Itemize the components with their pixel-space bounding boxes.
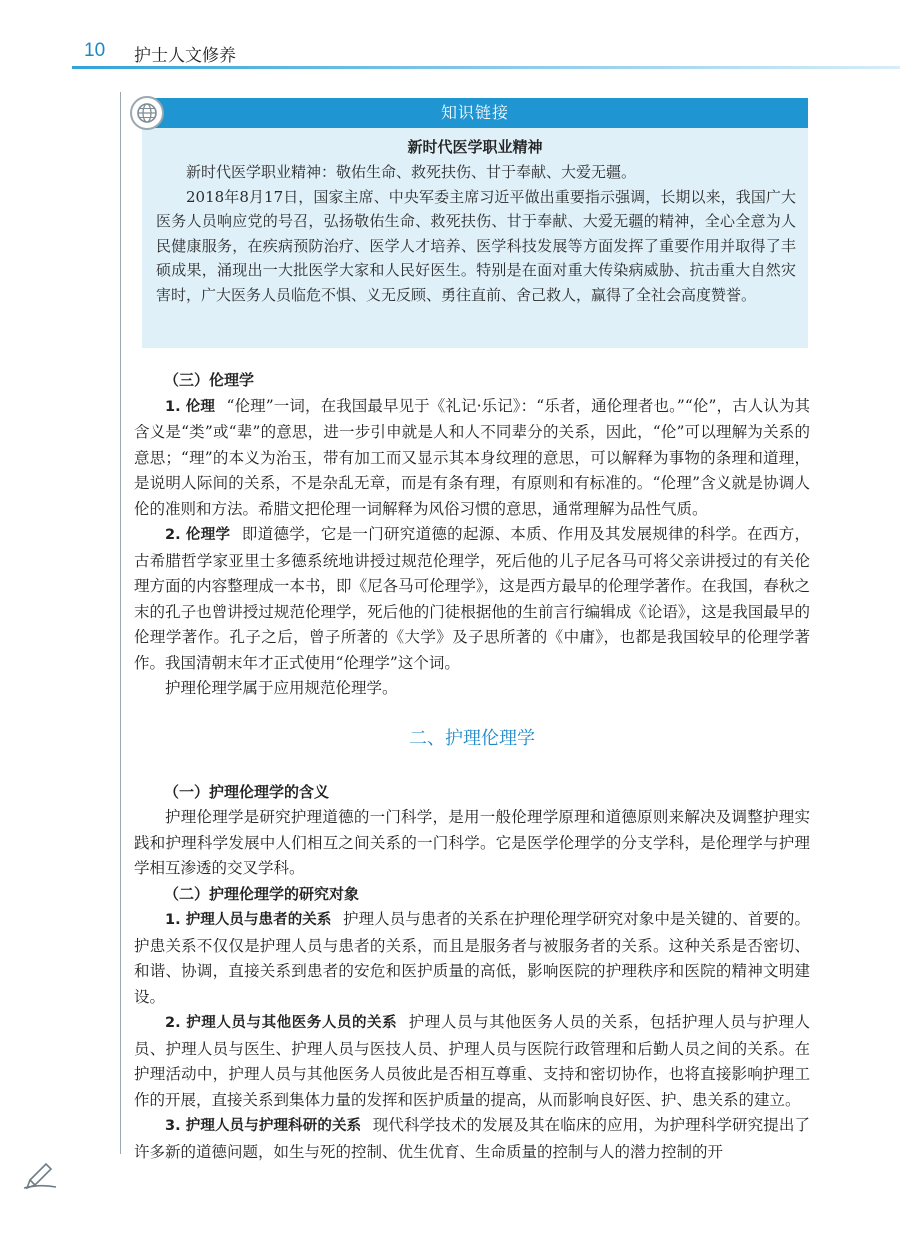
paragraph-object-2 <box>134 1010 810 1113</box>
subsection-heading-2: （二）护理伦理学的研究对象 <box>164 884 360 903</box>
paragraph-object-1 <box>134 907 810 1010</box>
paragraph-text: 现代科学技术的发展及其在临床的应用，为护理科学研究提出了许多新的道德问题，如生与死的控制、优生优育、生命质量的控制与人的潜力控制的开 <box>134 1116 810 1161</box>
header-rule <box>72 66 900 69</box>
ethics-heading: （三）伦理学 <box>164 371 255 389</box>
paragraph-object-3 <box>134 1113 810 1165</box>
term: 1. 伦理 <box>165 398 215 415</box>
box-heading: 新时代医学职业精神 <box>407 138 543 156</box>
term: 1. 护理人员与患者的关系 <box>165 912 332 928</box>
paragraph-text: 护理人员与患者的关系在护理伦理学研究对象中是关键的、首要的。护患关系不仅仅是护理人员与患者的关系，而且是服务者与被服务者的关系。这种关系是否密切、和谐、协调，直接关系到患者的安危和医护质量的高低，影响医院的护理秩序和医院的精神文明建设。 <box>134 910 810 1006</box>
paragraph-text: 即道德学，它是一门研究道德的起源、本质、作用及其发展规律的科学。在西方，古希腊哲学家亚里士多德系统地讲授过规范伦理学，死后他的儿子尼各马可将父亲讲授过的有关伦理方面的内容整理成一本书，即《尼各马可伦理学》，这是西方最早的伦理学著作。在我国，春秋之末的孔子也曾讲授过规范伦理学，死后他的门徒根据他的生前言行编辑成《论语》，这是我国最早的伦理学著作。孔子之后，曾子所著的《大学》及子思所著的《中庸》，也都是我国较早的伦理学著作。我国清朝末年才正式使用“伦理学”这个词。 <box>134 525 810 672</box>
box-body <box>156 160 796 307</box>
pen-icon <box>22 1160 58 1194</box>
paragraph-closing: 护理伦理学属于应用规范伦理学。 <box>165 679 398 697</box>
paragraph-text: 护理人员与其他医务人员的关系，包括护理人员与护理人员、护理人员与医生、护理人员与医技人员、护理人员与医院行政管理和后勤人员之间的关系。在护理活动中，护理人员与其他医务人员彼此是否相互尊重、支持和密切协作，也将直接影响护理工作的开展，直接关系到集体力量的发挥和医护质量的提高，从而影响良好医、护、患关系的建立。 <box>134 1013 810 1109</box>
page-header <box>72 40 900 66</box>
paragraph-ethics-1 <box>134 394 810 523</box>
running-title: 护士人文修养 <box>134 46 236 66</box>
box-paragraph: 2018年8月17日，国家主席、中央军委主席习近平做出重要指示强调，长期以来，我国广大医务人员响应党的号召，弘扬敬佑生命、救死扶伤、甘于奉献、大爱无疆的精神，全心全意为人民健康服务，在疾病预防治疗、医学人才培养、医学科技发展等方面发挥了重要作用并取得了丰硕成果，涌现出一大批医学大家和人民好医生。特别是在面对重大传染病威胁、抗击重大自然灾害时，广大医务人员临危不惧、义无反顾、勇往直前、舍己救人，赢得了全社会高度赞誉。 <box>156 187 796 304</box>
knowledge-link-bar <box>142 98 808 128</box>
paragraph-ethics-2 <box>134 522 810 676</box>
margin-line <box>120 92 121 1154</box>
main-content <box>134 368 810 1165</box>
paragraph-text: “伦理”一词，在我国最早见于《礼记·乐记》：“乐者，通伦理者也。”“伦”，古人认为其含义是“类”或“辈”的意思，进一步引申就是人和人不同辈分的关系，因此，“伦”可以理解为关系的意思；“理”的本义为治玉，带有加工而又显示其本身纹理的意思，可以解释为事物的条理和道理，是说明人际间的关系，不是杂乱无章，而是有条有理，有原则和有标准的。“伦理”含义就是协调人伦的准则和方法。希腊文把伦理一词解释为风俗习惯的意思，通常理解为品性气质。 <box>134 396 810 518</box>
section-title: 二、护理伦理学 <box>409 727 535 749</box>
term: 2. 伦理学 <box>165 527 231 543</box>
knowledge-link-box <box>142 98 808 348</box>
paragraph-definition: 护理伦理学是研究护理道德的一门科学，是用一般伦理学原理和道德原则来解决及调整护理实践和护理科学发展中人们相互之间关系的一门科学。它是医学伦理学的分支学科，是伦理学与护理学相互渗透的交叉学科。 <box>134 808 810 877</box>
term: 3. 护理人员与护理科研的关系 <box>165 1118 362 1134</box>
globe-icon <box>130 96 164 130</box>
page-number: 10 <box>84 40 106 61</box>
term: 2. 护理人员与其他医务人员的关系 <box>165 1015 398 1031</box>
subsection-heading-1: （一）护理伦理学的含义 <box>164 782 330 801</box>
knowledge-link-label: 知识链接 <box>440 103 509 122</box>
box-paragraph: 新时代医学职业精神：敬佑生命、救死扶伤、甘于奉献、大爱无疆。 <box>186 163 637 181</box>
